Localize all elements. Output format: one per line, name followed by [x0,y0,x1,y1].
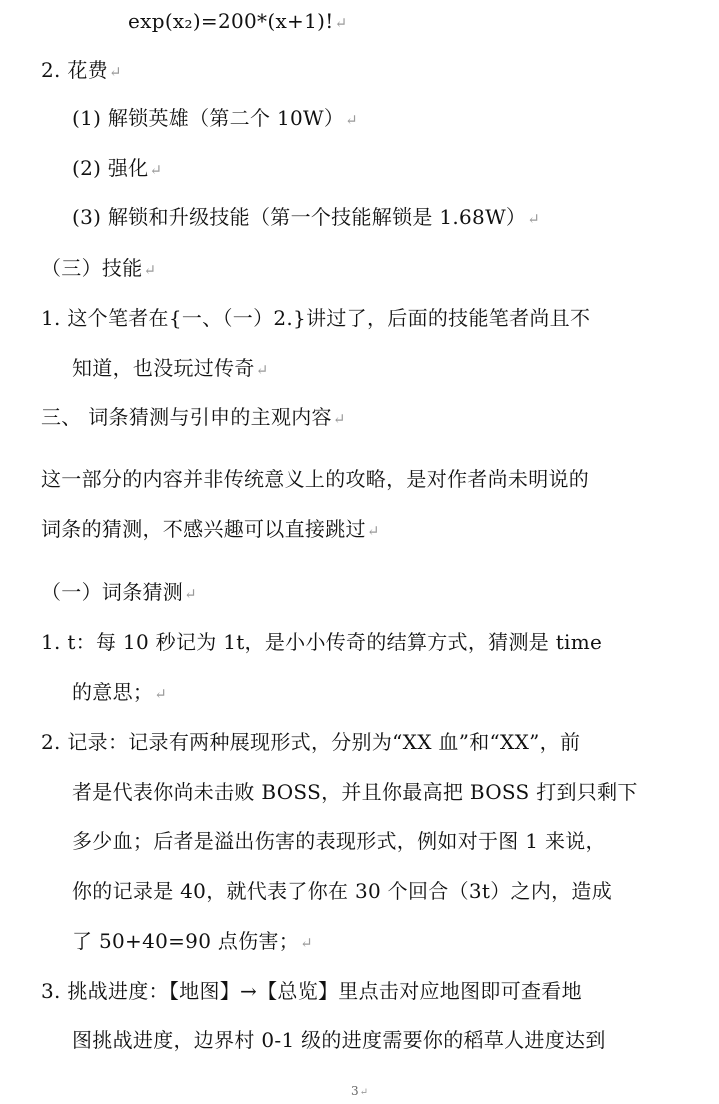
paragraph-line [41,978,582,1004]
chapter-heading [41,404,346,432]
line-text: 1. t：每 10 秒记为 1t，是小小传奇的结算方式，猜测是 time [41,630,603,654]
paragraph-line [41,516,380,544]
line-text: (3) 解锁和升级技能（第一个技能解锁是 1.68W） [72,205,527,229]
line-text: 2. 记录：记录有两种展现形式，分别为“XX 血”和“XX”，前 [41,730,581,754]
line-text: 了 50+40=90 点伤害； [72,929,300,953]
paragraph-mark: ↵ [527,210,541,228]
paragraph-line [72,679,167,707]
sub-item-3 [72,204,540,232]
section-heading-guess [41,579,197,607]
list-item-2 [41,57,122,85]
paragraph-mark: ↵ [359,1087,369,1098]
line-text: (1) 解锁英雄（第二个 10W） [72,106,345,130]
paragraph-line [72,355,269,383]
line-text: （三）技能 [41,256,143,280]
paragraph-line [72,1027,606,1053]
paragraph-line [72,779,638,805]
paragraph-mark: ↵ [154,685,168,703]
paragraph-line [41,629,602,655]
line-text: 知道，也没玩过传奇 [72,356,255,380]
paragraph-mark: ↵ [345,111,359,129]
line-text: 词条的猜测，不感兴趣可以直接跳过 [41,517,366,541]
line-text: 图挑战进度，边界村 0-1 级的进度需要你的稻草人进度达到 [72,1028,606,1052]
line-text: (2) 强化 [72,156,149,180]
paragraph-line [41,729,580,755]
paragraph-mark: ↵ [332,410,346,428]
line-text: 的意思； [72,680,154,704]
page-number-text: 3 [350,1084,359,1098]
sub-item-1 [72,105,358,133]
sub-item-2 [72,155,162,183]
line-text: 你的记录是 40，就代表了你在 30 个回合（3t）之内，造成 [72,879,613,903]
paragraph-line [72,928,313,956]
paragraph-mark: ↵ [366,522,380,540]
paragraph-mark: ↵ [300,934,313,952]
paragraph-mark: ↵ [143,261,157,279]
paragraph-mark: ↵ [184,585,197,603]
line-text: 1. 这个笔者在{一、（一）2.}讲过了，后面的技能笔者尚且不 [41,306,591,330]
paragraph-mark: ↵ [334,14,348,32]
paragraph-mark: ↵ [149,161,163,179]
page-number [0,1084,719,1098]
line-text: （一）词条猜测 [41,580,184,604]
line-text: 3. 挑战进度：【地图】→【总览】里点击对应地图即可查看地 [41,979,582,1003]
line-text: 2. 花费 [41,58,108,82]
paragraph-mark: ↵ [255,361,269,379]
paragraph-line [72,828,606,854]
paragraph-mark: ↵ [108,63,122,81]
line-text: 多少血；后者是溢出伤害的表现形式，例如对于图 1 来说， [72,829,606,853]
formula-line [128,8,347,36]
line-text: exp(x₂)=200*(x+1)! [128,9,334,33]
paragraph-line [41,305,590,331]
line-text: 者是代表你尚未击败 BOSS，并且你最高把 BOSS 打到只剩下 [72,780,638,804]
section-heading-skills [41,255,156,283]
line-text: 三、 词条猜测与引申的主观内容 [41,405,332,429]
line-text: 这一部分的内容并非传统意义上的攻略，是对作者尚未明说的 [41,467,590,491]
paragraph-line [41,466,589,492]
paragraph-line [72,878,612,904]
